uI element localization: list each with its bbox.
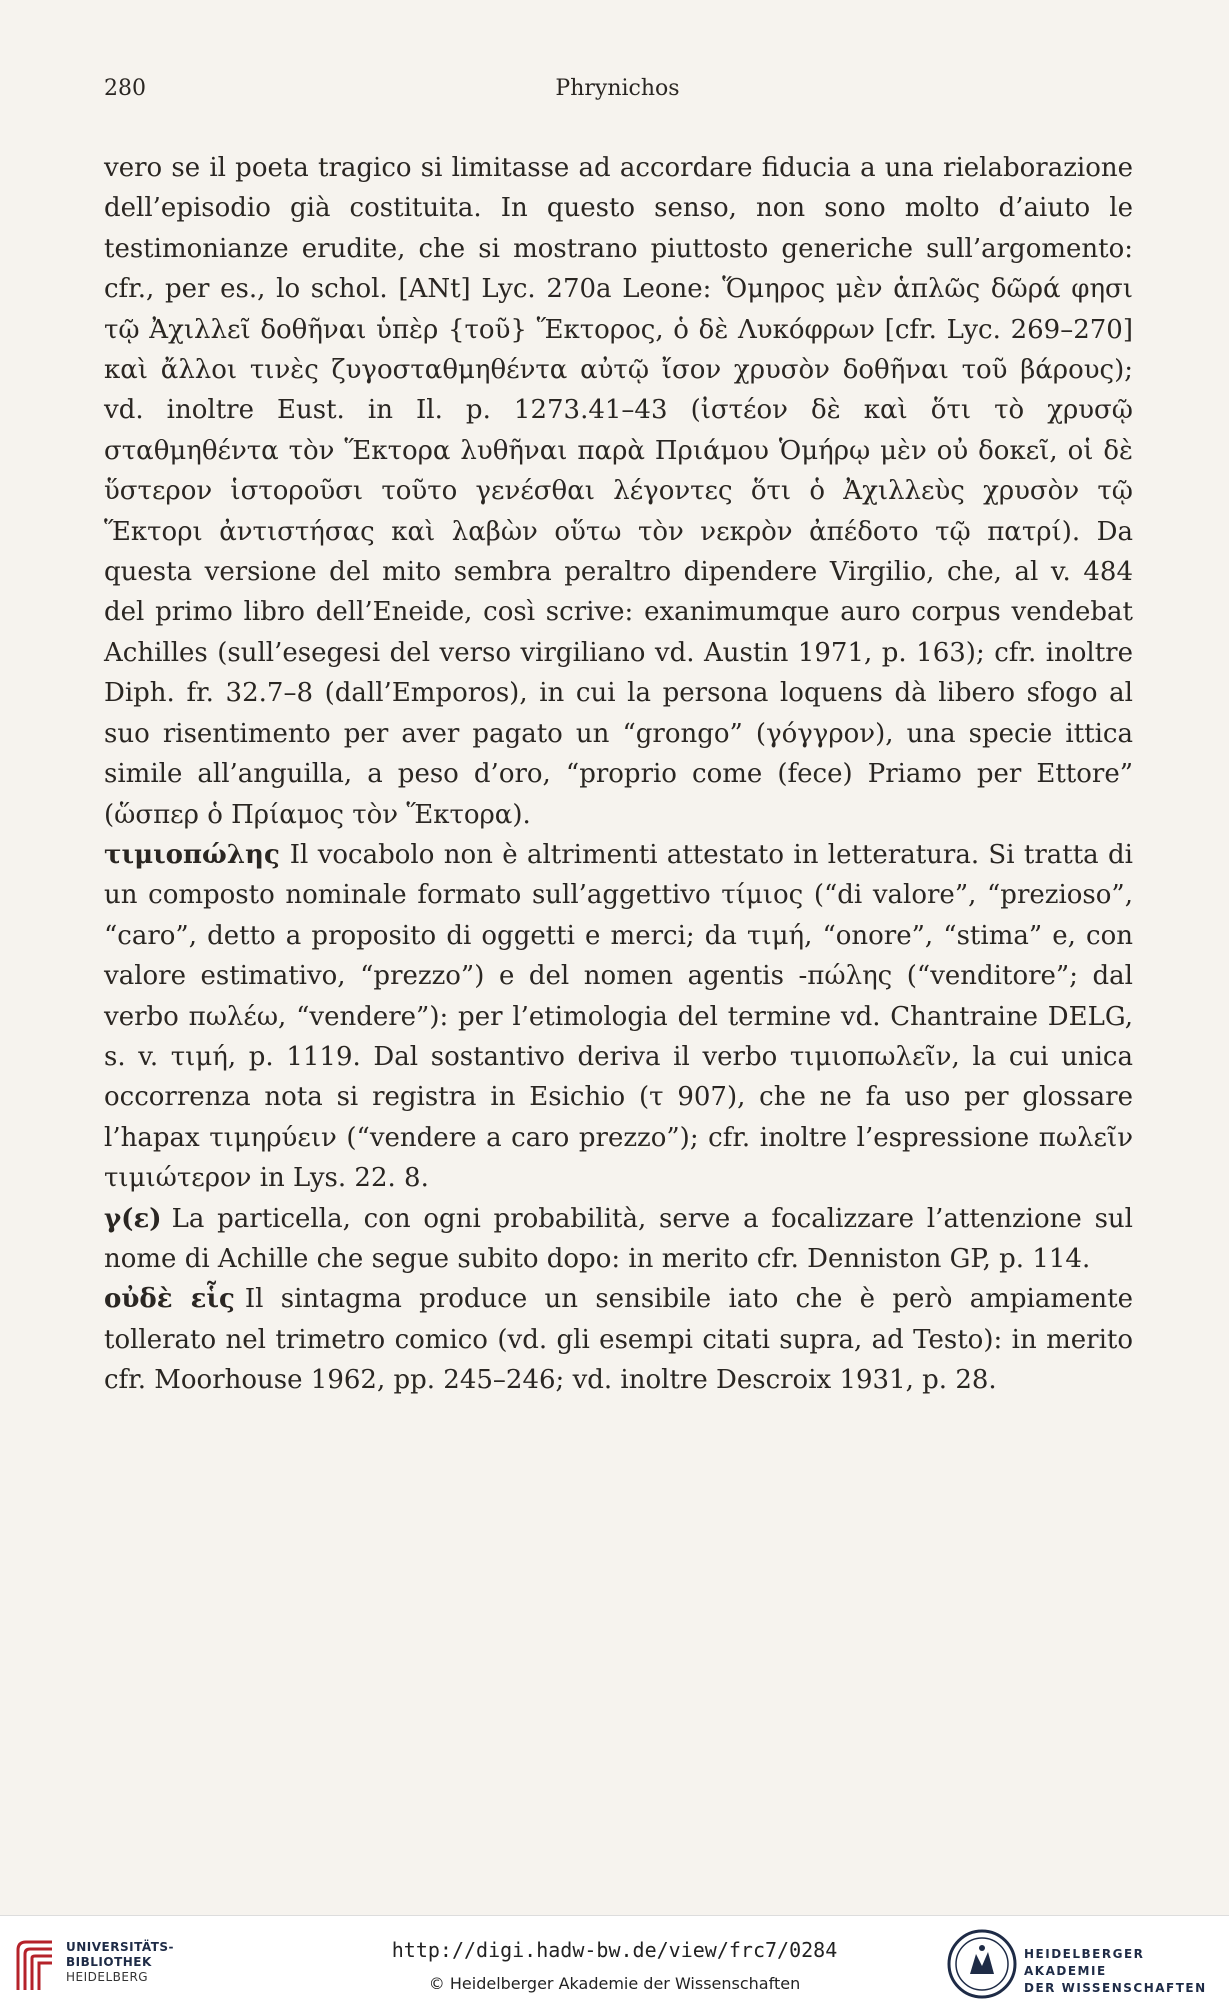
lemma-commentary: Il vocabolo non è altrimenti attestato in letteratura. Si tratta di un composto nominale formato sull’aggettivo τίμιος (“di valore”, “prezioso”, “caro”, detto a proposito di oggetti e merci; da τιμή, “onore”, “stima” e, con valore estimativo, “prezzo”) e del nomen agentis -πώλης (“venditore”; dal verbo πωλέω, “vendere”): per l’etimologia del termine vd. Chantraine DELG, s. v. τιμή, p. 1119. Dal sostantivo deriva il verbo τιμιοπωλεῖν, la cui unica occorrenza nota si registra in Esichio (τ 907), che ne fa uso per glossare l’hapax τιμηρύειν (“vendere a caro prezzo”); cfr. inoltre l’espressione πωλεῖν τιμιώτερον in Lys. 22. 8.: [104, 839, 1133, 1194]
library-name-line: UNIVERSITÄTS-: [66, 1940, 175, 1954]
academy-name-line: HEIDELBERGER AKADEMIE: [1024, 1947, 1145, 1978]
permalink[interactable]: http://digi.hadw-bw.de/view/frc7/0284: [391, 1938, 838, 1962]
library-name-line: BIBLIOTHEK: [66, 1955, 152, 1969]
lemma-entry: [104, 1199, 1133, 1280]
digitization-footer: [0, 1915, 1229, 2013]
academy-seal-icon: [946, 1926, 1018, 2002]
academy-logo: [946, 1926, 1216, 2006]
lemma-commentary: La particella, con ogni probabilità, serve a focalizzare l’attenzione sul nome di Achille che segue subito dopo: in merito cfr. Denniston GP, p. 114.: [104, 1203, 1133, 1274]
page-number: 280: [104, 76, 146, 101]
running-head: [104, 76, 1131, 110]
paragraph: vero se il poeta tragico si limitasse ad accordare fiducia a una rielaborazione dell’episodio già costituita. In questo senso, non sono molto d’aiuto le testimonianze erudite, che si mostrano piuttosto generiche sull’argomento: cfr., per es., lo schol. [ANt] Lyc. 270a Leone: Ὅμηρος μὲν ἁπλῶς δῶρά φησι τῷ Ἀχιλλεῖ δοθῆναι ὑπὲρ {τοῦ} Ἕκτορος, ὁ δὲ Λυκόφρων [cfr. Lyc. 269–270] καὶ ἄλλοι τινὲς ζυγοσταθμηθέντα αὐτῷ ἴσον χρυσὸν δοθῆναι τοῦ βάρους); vd. inoltre Eust. in Il. p. 1273.41–43 (ἰστέον δὲ καὶ ὅτι τὸ χρυσῷ σταθμηθέντα τὸν Ἕκτορα λυθῆναι παρὰ Πριάμου Ὁμήρῳ μὲν οὐ δοκεῖ, οἱ δὲ ὕστερον ἱστοροῦσι τοῦτο γενέσθαι λέγοντες ὅτι ὁ Ἀχιλλεὺς χρυσὸν τῷ Ἕκτορι ἀντιστήσας καὶ λαβὼν οὕτω τὸν νεκρὸν ἀπέδοτο τῷ πατρί). Da questa versione del mito sembra peraltro dipendere Virgilio, che, al v. 484 del primo libro dell’Eneide, così scrive: exanimumque auro corpus vendebat Achilles (sull’esegesi del verso virgiliano vd. Austin 1971, p. 163); cfr. inoltre Diph. fr. 32.7–8 (dall’Emporos), in cui la persona loquens dà libero sfogo al suo risentimento per aver pagato un “grongo” (γόγγρον), una specie ittica simile all’anguilla, a peso d’oro, “proprio come (fece) Priamo per Ettore” (ὥσπερ ὁ Πρίαμος τὸν Ἕκτορα).: [104, 153, 1133, 830]
running-title: Phrynichos: [555, 76, 680, 101]
commentary-text: [104, 148, 1133, 1401]
lemma-entry: [104, 835, 1133, 1199]
lemma: οὐδὲ εἷς: [104, 1284, 235, 1315]
lemma: γ(ε): [104, 1203, 162, 1234]
library-city: HEIDELBERG: [66, 1970, 149, 1984]
lemma-commentary: Il sintagma produce un sensibile iato che è però ampiamente tollerato nel trimetro comico (vd. gli esempi citati supra, ad Testo): in merito cfr. Moorhouse 1962, pp. 245–246; vd. inoltre Descroix 1931, p. 28.: [104, 1284, 1133, 1396]
copyright-notice: © Heidelberger Akademie der Wissenschaften: [428, 1974, 801, 1993]
academy-name-line: DER WISSENSCHAFTEN: [1024, 1981, 1207, 1995]
lemma: τιμιοπώλης: [104, 839, 280, 870]
lemma-entry: [104, 1279, 1133, 1400]
